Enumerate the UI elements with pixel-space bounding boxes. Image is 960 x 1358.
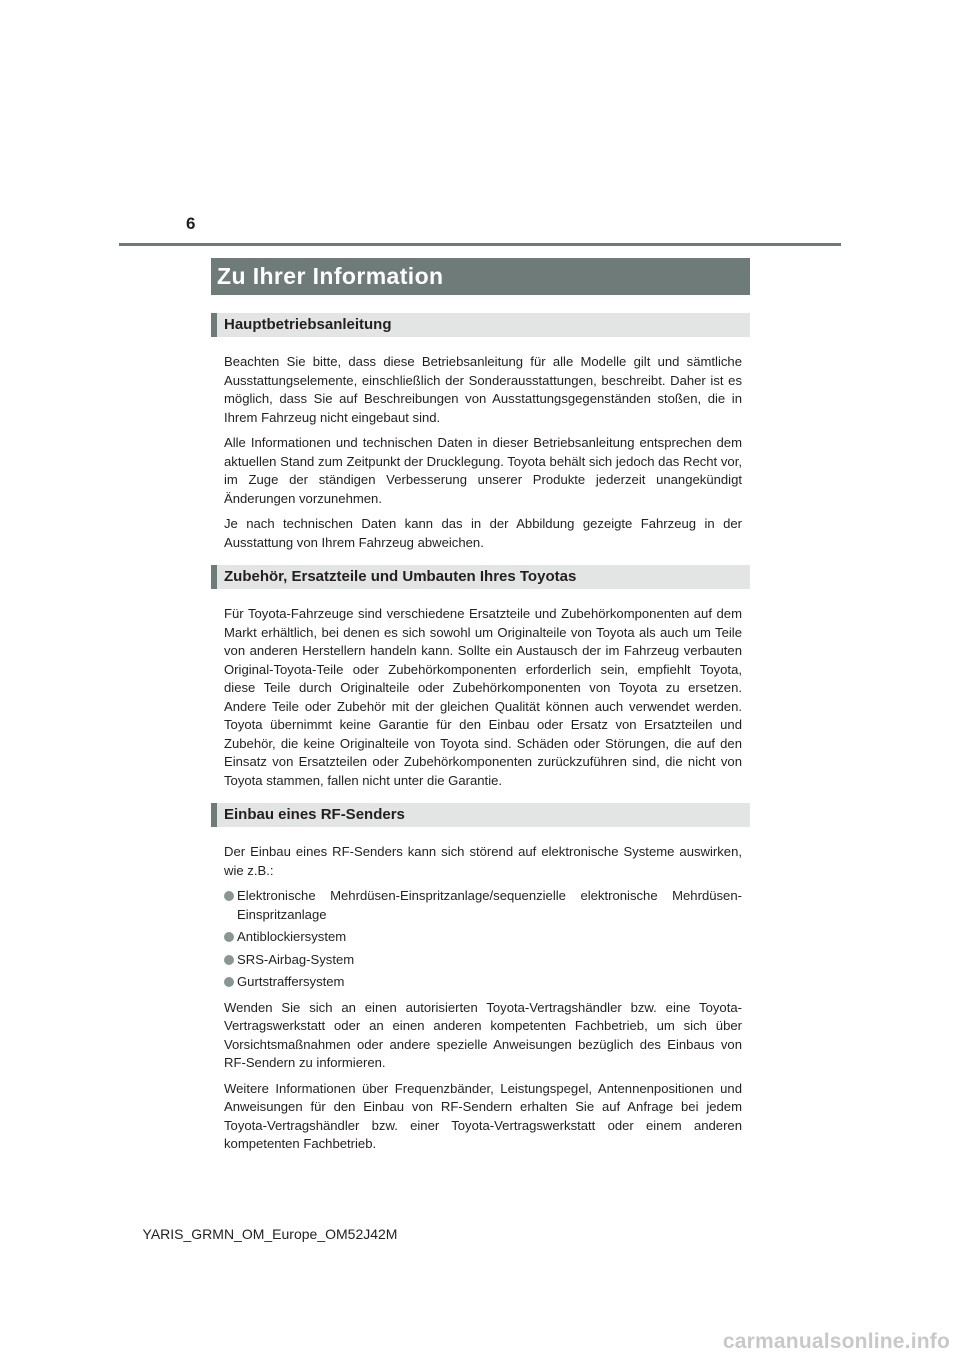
bullet-list [224,887,742,992]
list-item-text: Antiblockiersystem [237,929,347,944]
list-item-text: SRS-Airbag-System [237,951,355,967]
list-item [224,928,742,947]
bullet-circle-icon [224,932,234,942]
page-title: Zu Ihrer Information [211,258,750,295]
page-content [211,258,750,1161]
list-item-text: Elektronische Mehrdüsen-Einspritzanlage/sequenzielle elektronische Mehrdüsen-Einspritzanlage [237,888,742,922]
bullet-circle-icon [224,955,234,965]
bullet-circle-icon [224,891,234,901]
section-body-rf-sender [211,827,750,1154]
list-item [224,887,742,924]
paragraph: Beachten Sie bitte, dass diese Betriebsanleitung für alle Modelle gilt und sämtliche Ausstattungselemente, einschließlich der Sonderausstattungen, beschreibt. Daher ist es möglich, dass Sie auf Beschreibungen von Ausstattungsgegenständen stoßen, die in Ihrem Fahrzeug nicht eingebaut sind. [224,354,742,425]
section-heading-hauptbetriebsanleitung: Hauptbetriebsanleitung [211,313,750,337]
paragraph: Weitere Informationen über Frequenzbänder, Leistungspegel, Antennenpositionen und Anweisungen für den Einbau von RF-Sendern erhalten Sie auf Anfrage bei jedem Toyota-Vertragshändler bzw. einer Toyota-Vertragswerkstatt oder einem anderen kompetenten Fachbetrieb. [224,1080,742,1151]
paragraph: Alle Informationen und technischen Daten in dieser Betriebsanleitung entsprechen dem aktuellen Stand zum Zeitpunkt der Drucklegung. Toyota behält sich jedoch das Recht vor, im Zuge der ständigen Verbesserung unserer Produkte jederzeit unangekündigt Änderungen vorzunehmen. [224,435,742,506]
document-code-footer: YARIS_GRMN_OM_Europe_OM52J42M [142,1226,398,1242]
paragraph: Wenden Sie sich an einen autorisierten Toyota-Vertragshändler bzw. eine Toyota-Vertragswerkstatt oder an einen anderen kompetenten Fachbetrieb, um sich über Vorsichtsmaßnahmen oder andere spezielle Anweisungen bezüglich des Einbaus von RF-Sendern zu informieren. [224,999,742,1070]
section-body-zubehoer [211,589,750,790]
page-number: 6 [186,214,196,233]
list-item-text: Gurtstraffersystem [237,974,345,989]
section-heading-zubehoer: Zubehör, Ersatzteile und Umbauten Ihres Toyotas [211,565,750,589]
paragraph: Der Einbau eines RF-Senders kann sich störend auf elektronische Systeme auswirken, wie z.B.: [224,844,742,878]
header-rule [119,243,841,246]
paragraph: Je nach technischen Daten kann das in der Abbildung gezeigte Fahrzeug in der Ausstattung von Ihrem Fahrzeug abweichen. [224,516,742,550]
list-item [224,973,742,992]
section-body-hauptbetriebsanleitung [211,337,750,552]
paragraph: Für Toyota-Fahrzeuge sind verschiedene Ersatzteile und Zubehörkomponenten auf dem Markt erhältlich, bei denen es sich sowohl um Originalteile von Toyota als auch um Teile von anderen Herstellern handeln kann. Sollte ein Austausch der im Fahrzeug verbauten Original-Toyota-Teile oder Zubehörkomponenten erforderlich sein, empfiehlt Toyota, diese Teile durch Originalteile oder Zubehörkomponenten von Toyota zu ersetzen. Andere Teile oder Zubehör mit der gleichen Qualität können auch verwendet werden. Toyota übernimmt keine Garantie für den Einbau oder Ersatz von Ersatzteilen und Zubehör, die keine Originalteile von Toyota sind. Schäden oder Störungen, die auf den Einsatz von Ersatzteilen oder Zubehörkomponenten zurückzuführen sind, die nicht von Toyota stammen, fallen nicht unter die Garantie. [224,606,742,788]
watermark: carmanualsonline.info [722,1330,950,1353]
section-heading-rf-sender: Einbau eines RF-Senders [211,803,750,827]
bullet-circle-icon [224,977,234,987]
list-item [224,951,742,970]
